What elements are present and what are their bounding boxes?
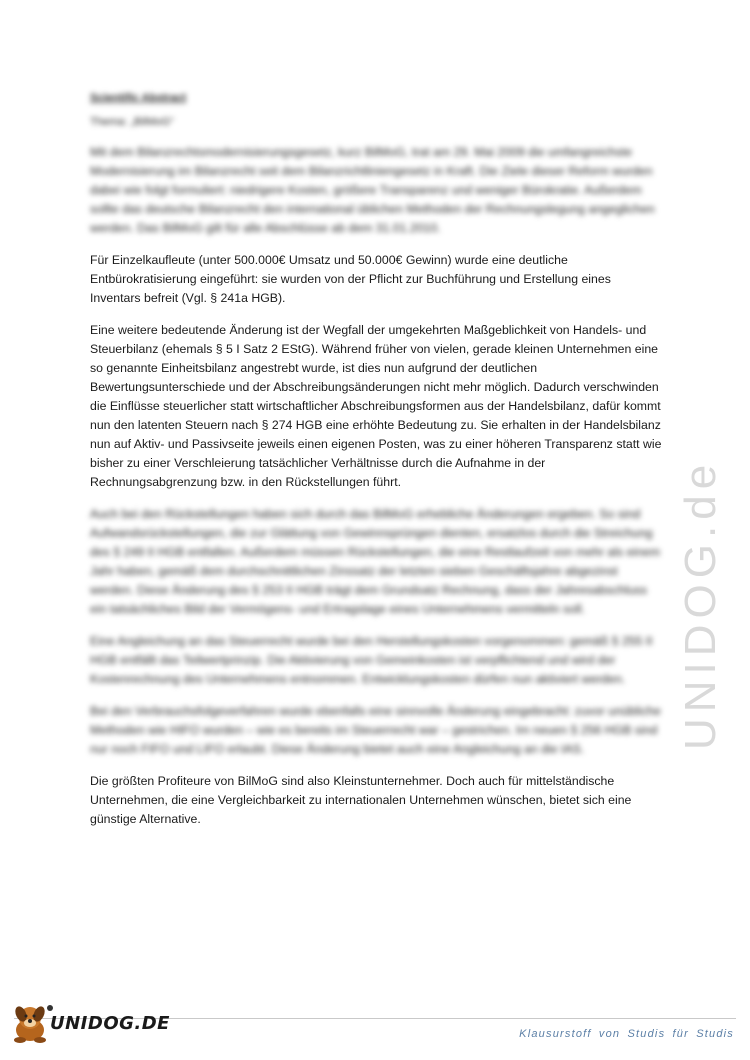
paragraph-rueckstellungen: Auch bei den Rückstellungen haben sich durch das BilMoG erhebliche Änderungen ergeben. So sind Aufwandsrückstellungen, die zur Glättung von Gewinnsprüngen dienten, ersatzlos durch die Streichung des § 249 II HGB entfallen. Außerdem müssen Rückstellungen, die eine Restlaufzeit von mehr als einem Jahr haben, gemäß dem durchschnittlichen Zinssatz der letzten sieben Geschäftsjahre abgezinst werden. Diese Änderung des § 253 II HGB trägt dem Grundsatz Rechnung, dass der Jahresabschluss ein tatsächliches Bild der Vermögens- und Ertragslage eines Unternehmens vermitteln soll. — [90, 507, 661, 616]
footer-tagline: Klausurstoff von Studis für Studis — [519, 1028, 734, 1040]
paragraph-massgeblichkeit: Eine weitere bedeutende Änderung ist der Wegfall der umgekehrten Maßgeblichkeit von Handels- und Steuerbilanz (ehemals § 5 I Satz 2 EStG). Während früher von vielen, gerade kleinen Unternehmen eine so genannte Einheitsbilanz angestrebt wurde, ist dies nun aufgrund der deutlichen Bewertungsunterschiede und der Abschreibungsänderungen nicht mehr möglich. Dadurch verschwinden die Einflüsse steuerlicher statt wirtschaftlicher Abschreibungsformen aus der Handelsbilanz, dafür kommt nun den latenten Steuern nach § 274 HGB eine erhöhte Bedeutung zu. Sie erhalten in der Handelsbilanz nun auf Aktiv- und Passivseite jeweils einen eigenen Posten, was zu einer höheren Transparenz statt wie bisher zu einer Verschleierung tatsächlicher Verhältnisse durch die Aufnahme in der Rechnungsabgrenzung bzw. in den Rückstellungen führt. — [90, 323, 662, 489]
document-body — [90, 92, 662, 842]
vertical-watermark: UNIDOG.de — [676, 458, 725, 750]
logo-wordmark: UNIDOG.DE — [50, 1013, 170, 1034]
document-title: Scientific Abstract — [90, 92, 187, 104]
paragraph-verbrauchsfolge: Bei den Verbrauchsfolgeverfahren wurde ebenfalls eine sinnvolle Änderung eingebracht: zuvor unübliche Methoden wie HIFO wurden – wie es bereits im Steuerrecht war – gestrichen. Im neuen § 256 HGB sind nur noch FIFO und LIFO erlaubt. Diese Änderung bietet auch eine Angleichung an die IAS. — [90, 704, 661, 756]
paragraph-fazit: Die größten Profiteure von BilMoG sind also Kleinstunternehmer. Doch auch für mittelständische Unternehmen, die eine Vergleichbarkeit zu internationalen Unternehmen wünschen, bietet sich eine günstige Alternative. — [90, 774, 632, 826]
paragraph-intro: Mit dem Bilanzrechtsmodernisierungsgesetz, kurz BilMoG, trat am 29. Mai 2009 die umfangreichste Modernisierung im Bilanzrecht seit dem Bilanzrichtliniengesetz in Kraft. Die Ziele dieser Reform wurden dabei wie folgt formuliert: niedrigere Kosten, größere Transparenz und weniger Bürokratie. Außerdem sollte das deutsche Bilanzrecht den international üblichen Methoden der Rechnungslegung angeglichen werden. Das BilMoG gilt für alle Abschlüsse ab dem 31.01.2010. — [90, 145, 655, 235]
paragraph-einzelkaufleute: Für Einzelkaufleute (unter 500.000€ Umsatz und 50.000€ Gewinn) wurde eine deutliche Entbürokratisierung eingeführt: sie wurden von der Pflicht zur Buchführung und Erstellung eines Inventars befreit (Vgl. § 241a HGB). — [90, 253, 611, 305]
paragraph-herstellungskosten: Eine Angleichung an das Steuerrecht wurde bei den Herstellungskosten vorgenommen: gemäß § 255 II HGB entfällt das Teilwertprinzip. Die Aktivierung von Gemeinkosten ist verpflichtend und wird der Kostenrechnung des Unternehmens entnommen. Entwicklungskosten dürfen nun aktiviert werden. — [90, 634, 653, 686]
document-subtitle: Thema: „BilMoG“ — [90, 116, 174, 128]
